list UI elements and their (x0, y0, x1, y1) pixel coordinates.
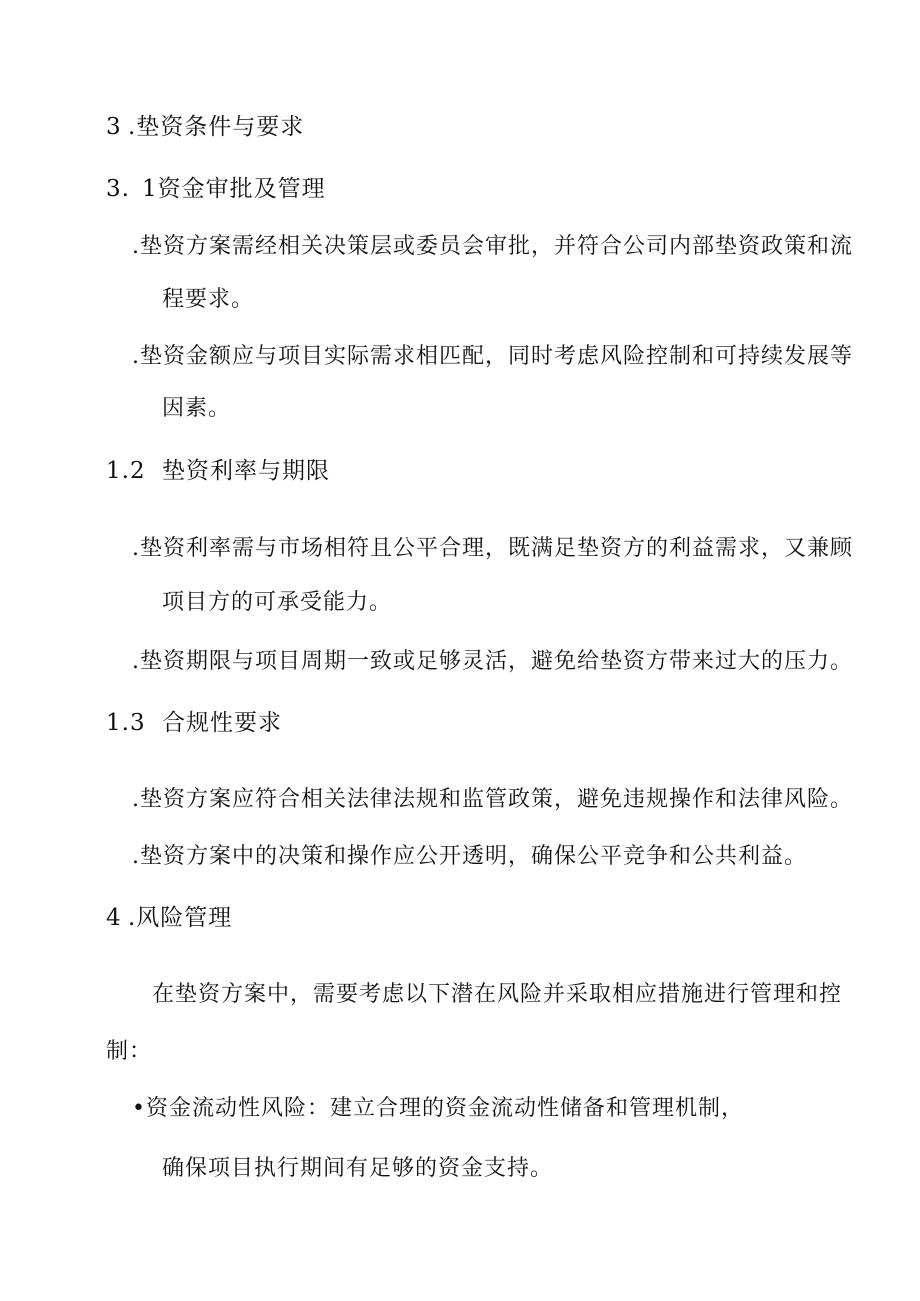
subsection-1-2-number: 1.2 (106, 458, 146, 484)
section-3-heading (106, 112, 304, 142)
subsection-1-3-heading (106, 708, 282, 738)
section-4-number: 4 (106, 905, 122, 931)
paragraph-line: 制： (106, 1039, 153, 1064)
paragraph-line: .垫资方案需经相关决策层或委员会审批，并符合公司内部垫资政策和流 (132, 234, 853, 259)
subsection-1-2-title: 垫资利率与期限 (162, 458, 330, 484)
paragraph-line: .垫资金额应与项目实际需求相匹配，同时考虑风险控制和可持续发展等 (132, 344, 853, 369)
section-4-title: .风险管理 (128, 905, 233, 931)
paragraph-line: .垫资利率需与市场相符且公平合理，既满足垫资方的利益需求，又兼顾 (132, 536, 853, 561)
paragraph-line: .垫资方案中的决策和操作应公开透明，确保公平竞争和公共利益。 (132, 844, 807, 869)
paragraph-line: 程要求。 (162, 287, 255, 312)
paragraph-line: 项目方的可承受能力。 (162, 590, 393, 615)
subsection-3-1-heading (106, 174, 326, 204)
section-3-number: 3 (106, 114, 122, 140)
subsection-1-3-number: 1.3 (106, 710, 146, 736)
paragraph-line: .垫资方案应符合相关法律法规和监管政策，避免违规操作和法律风险。 (132, 787, 853, 812)
paragraph-line: 因素。 (162, 396, 232, 421)
bullet-item (132, 1094, 744, 1124)
paragraph-line: .垫资期限与项目周期一致或足够灵活，避免给垫资方带来过大的压力。 (132, 649, 853, 674)
subsection-1-2-heading (106, 456, 330, 486)
section-3-title: .垫资条件与要求 (128, 114, 305, 140)
paragraph-line: 确保项目执行期间有足够的资金支持。 (162, 1156, 554, 1181)
section-4-heading (106, 903, 232, 933)
subsection-1-3-title: 合规性要求 (162, 710, 282, 736)
subsection-3-1-number: 3. (106, 176, 130, 202)
bullet-marker: • (132, 1096, 146, 1121)
paragraph-line: 在垫资方案中，需要考虑以下潜在风险并采取相应措施进行管理和控 (152, 982, 843, 1007)
bullet-text: 资金流动性风险：建立合理的资金流动性储备和管理机制， (145, 1096, 744, 1121)
subsection-3-1-title: 1资金审批及管理 (142, 176, 326, 202)
